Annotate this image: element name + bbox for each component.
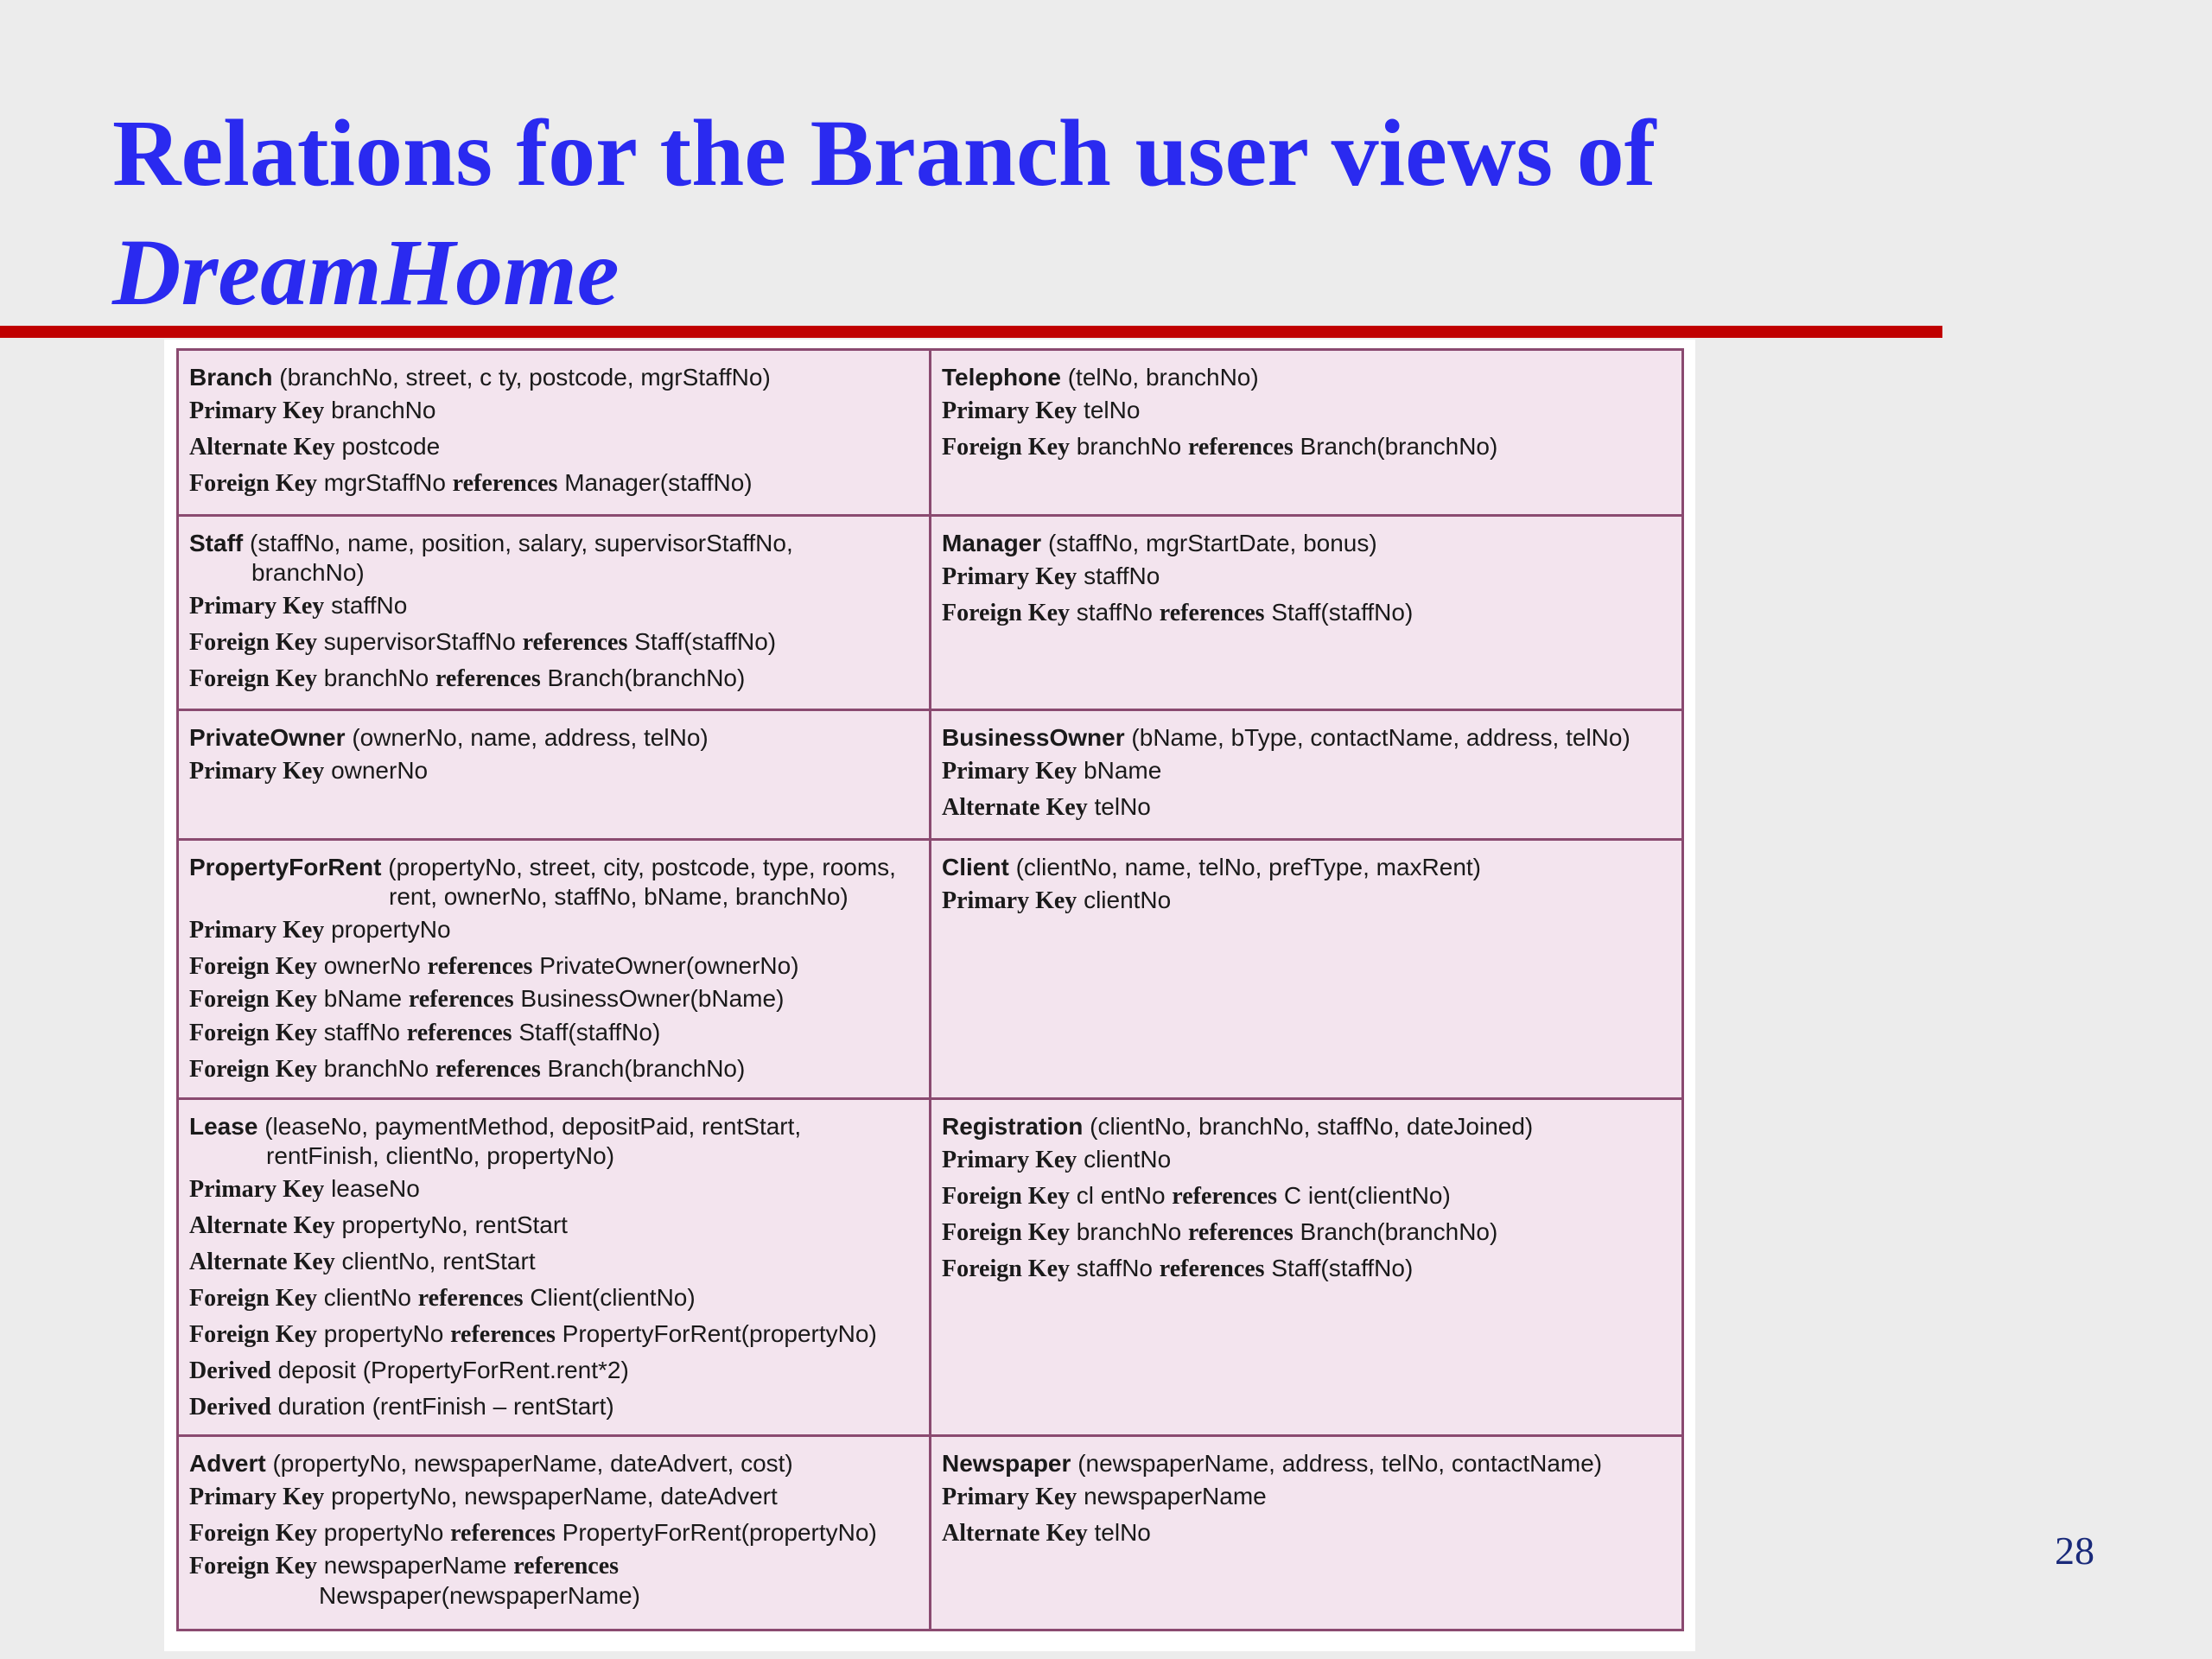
references-keyword: references <box>452 470 558 497</box>
references-keyword: references <box>435 1056 541 1083</box>
primary-key-line <box>942 558 1671 594</box>
relation-header <box>189 853 918 882</box>
relation-header <box>189 1449 918 1478</box>
relations-panel <box>164 340 1695 1651</box>
key-value: staffNo <box>1076 1255 1153 1281</box>
relation-header <box>942 853 1671 882</box>
table-row <box>178 1099 1683 1436</box>
references-keyword: references <box>1159 600 1265 626</box>
primary-key-line <box>189 753 918 789</box>
key-value: newspaperName <box>1084 1483 1267 1510</box>
key-value: clientNo <box>1084 887 1172 913</box>
reference-target: C ient(clientNo) <box>1283 1182 1451 1209</box>
relation-cell-branch <box>178 350 931 516</box>
reference-target: Staff(staffNo) <box>1271 599 1414 626</box>
relation-header <box>942 1112 1671 1141</box>
key-value: propertyNo <box>323 1519 444 1546</box>
relation-name: Advert <box>189 1450 266 1477</box>
relation-name: Staff <box>189 530 244 556</box>
relation-header <box>189 723 918 753</box>
derived-value: duration (rentFinish – rentStart) <box>277 1393 614 1420</box>
foreign-key-line <box>942 594 1671 631</box>
foreign-key-line <box>942 1214 1671 1250</box>
relations-table <box>176 348 1684 1631</box>
key-value: propertyNo, newspaperName, dateAdvert <box>331 1483 778 1510</box>
references-keyword: references <box>522 629 628 656</box>
relation-name: Lease <box>189 1113 258 1140</box>
keyword: Primary Key <box>942 1147 1077 1173</box>
primary-key-line <box>942 753 1671 789</box>
slide-title-line2: DreamHome <box>112 219 620 325</box>
key-value: newspaperName <box>323 1552 507 1579</box>
relation-name: Newspaper <box>942 1450 1071 1477</box>
key-value: telNo <box>1094 793 1151 820</box>
relation-attributes: (staffNo, name, position, salary, supervisorStaffNo, <box>250 530 793 556</box>
references-keyword: references <box>408 986 514 1013</box>
derived-value: deposit (PropertyForRent.rent*2) <box>277 1357 629 1383</box>
key-value: staffNo <box>1084 563 1160 589</box>
table-row <box>178 350 1683 516</box>
keyword: Foreign Key <box>189 629 318 656</box>
key-value: clientNo, rentStart <box>341 1248 536 1274</box>
reference-target: PropertyForRent(propertyNo) <box>562 1320 877 1347</box>
keyword: Primary Key <box>942 758 1077 785</box>
reference-target: Staff(staffNo) <box>1271 1255 1414 1281</box>
relation-cell-registration <box>931 1099 1683 1436</box>
foreign-key-line <box>189 1316 918 1352</box>
table-row <box>178 710 1683 840</box>
key-value: clientNo <box>323 1284 411 1311</box>
primary-key-line <box>942 1478 1671 1515</box>
foreign-key-line <box>189 1515 918 1551</box>
key-value: propertyNo <box>323 1320 444 1347</box>
keyword: Primary Key <box>189 917 325 944</box>
relation-cell-telephone <box>931 350 1683 516</box>
primary-key-line <box>942 392 1671 429</box>
reference-target: Staff(staffNo) <box>518 1019 661 1046</box>
table-row <box>178 840 1683 1099</box>
relation-header <box>189 529 918 558</box>
relation-name: Client <box>942 854 1009 880</box>
reference-target: Manager(staffNo) <box>564 469 753 496</box>
relation-name: Manager <box>942 530 1042 556</box>
key-value: branchNo <box>331 397 436 423</box>
reference-target: Client(clientNo) <box>530 1284 696 1311</box>
keyword: Foreign Key <box>189 1321 318 1348</box>
key-value: staffNo <box>331 592 408 619</box>
relation-header <box>942 363 1671 392</box>
keyword: Primary Key <box>942 887 1077 914</box>
table-row <box>178 1436 1683 1630</box>
references-keyword: references <box>417 1285 524 1312</box>
keyword: Foreign Key <box>942 1255 1071 1282</box>
key-value: telNo <box>1094 1519 1151 1546</box>
key-value: ownerNo <box>331 757 429 784</box>
relation-attributes: (newspaperName, address, telNo, contactName) <box>1077 1450 1603 1477</box>
relation-name: Branch <box>189 364 273 391</box>
keyword: Foreign Key <box>189 986 318 1013</box>
primary-key-line <box>189 588 918 624</box>
relation-attributes-continued: rent, ownerNo, staffNo, bName, branchNo) <box>389 883 849 910</box>
key-value: propertyNo, rentStart <box>341 1211 568 1238</box>
relation-cell-newspaper <box>931 1436 1683 1630</box>
relation-attributes: (telNo, branchNo) <box>1067 364 1259 391</box>
alternate-key-line <box>942 789 1671 825</box>
relation-attributes: (branchNo, street, c ty, postcode, mgrStaffNo) <box>279 364 771 391</box>
key-value: staffNo <box>323 1019 400 1046</box>
keyword: Foreign Key <box>189 470 318 497</box>
foreign-key-line <box>189 948 918 984</box>
relation-attributes-continued: branchNo) <box>251 559 365 586</box>
alternate-key-line <box>189 1243 918 1280</box>
foreign-key-line <box>189 465 918 501</box>
key-value: leaseNo <box>331 1175 420 1202</box>
reference-target: Branch(branchNo) <box>1300 1218 1498 1245</box>
slide-title-line1: Relations for the Branch user views of <box>112 100 1656 206</box>
primary-key-line <box>189 1171 918 1207</box>
key-value: supervisorStaffNo <box>323 628 516 655</box>
references-keyword: references <box>427 953 533 980</box>
relation-header <box>942 723 1671 753</box>
key-value: bName <box>323 985 403 1012</box>
references-keyword: references <box>1159 1255 1265 1282</box>
relation-attributes: (ownerNo, name, address, telNo) <box>352 724 709 751</box>
keyword: Alternate Key <box>942 1520 1088 1547</box>
reference-target: Branch(branchNo) <box>1300 433 1498 460</box>
foreign-key-line <box>942 429 1671 465</box>
keyword: Alternate Key <box>189 1212 335 1239</box>
keyword: Foreign Key <box>942 600 1071 626</box>
foreign-key-line <box>189 1051 918 1087</box>
relation-attributes: (propertyNo, street, city, postcode, type, rooms, <box>388 854 896 880</box>
relation-cell-advert <box>178 1436 931 1630</box>
alternate-key-line <box>189 429 918 465</box>
keyword: Foreign Key <box>189 1553 318 1580</box>
keyword: Derived <box>189 1394 271 1421</box>
reference-target: Newspaper(newspaperName) <box>319 1582 640 1609</box>
references-keyword: references <box>513 1553 620 1580</box>
slide-title <box>112 93 1656 332</box>
keyword: Primary Key <box>942 563 1077 590</box>
foreign-key-line <box>189 624 918 660</box>
references-keyword: references <box>1187 1219 1294 1246</box>
relation-attributes: (leaseNo, paymentMethod, depositPaid, rentStart, <box>264 1113 802 1140</box>
key-value: branchNo <box>323 1055 429 1082</box>
reference-target: PrivateOwner(ownerNo) <box>539 952 799 979</box>
keyword: Foreign Key <box>189 1020 318 1046</box>
keyword: Foreign Key <box>189 1520 318 1547</box>
keyword: Alternate Key <box>189 434 335 461</box>
relation-attributes: (bName, bType, contactName, address, telNo) <box>1131 724 1630 751</box>
keyword: Primary Key <box>942 397 1077 424</box>
relation-cell-lease <box>178 1099 931 1436</box>
foreign-key-line <box>189 660 918 696</box>
keyword: Primary Key <box>189 593 325 620</box>
relation-attributes: (propertyNo, newspaperName, dateAdvert, cost) <box>272 1450 793 1477</box>
keyword: Foreign Key <box>189 953 318 980</box>
references-keyword: references <box>406 1020 512 1046</box>
relation-cell-staff <box>178 516 931 710</box>
keyword: Foreign Key <box>189 1056 318 1083</box>
keyword: Derived <box>189 1357 271 1384</box>
alternate-key-line <box>189 1207 918 1243</box>
foreign-key-line <box>189 1014 918 1051</box>
relation-name: Registration <box>942 1113 1084 1140</box>
key-value: staffNo <box>1076 599 1153 626</box>
key-value: telNo <box>1084 397 1141 423</box>
keyword: Primary Key <box>189 1176 325 1203</box>
key-value: mgrStaffNo <box>323 469 446 496</box>
keyword: Foreign Key <box>942 1183 1071 1210</box>
foreign-key-line <box>189 1280 918 1316</box>
relation-header <box>942 529 1671 558</box>
keyword: Alternate Key <box>942 794 1088 821</box>
foreign-key-line <box>189 984 918 1014</box>
relation-attributes-continued: rentFinish, clientNo, propertyNo) <box>266 1142 615 1169</box>
keyword: Primary Key <box>189 758 325 785</box>
relation-cell-privateowner <box>178 710 931 840</box>
reference-target: Staff(staffNo) <box>634 628 777 655</box>
keyword: Primary Key <box>189 397 325 424</box>
keyword: Primary Key <box>189 1484 325 1510</box>
keyword: Foreign Key <box>189 1285 318 1312</box>
relation-attributes: (clientNo, branchNo, staffNo, dateJoined) <box>1090 1113 1534 1140</box>
keyword: Alternate Key <box>189 1249 335 1275</box>
alternate-key-line <box>942 1515 1671 1551</box>
relation-header <box>942 1449 1671 1478</box>
relation-header <box>189 363 918 392</box>
key-value: cl entNo <box>1076 1182 1166 1209</box>
key-value: branchNo <box>1076 1218 1182 1245</box>
reference-target: Branch(branchNo) <box>547 1055 746 1082</box>
key-value: postcode <box>341 433 441 460</box>
foreign-key-line <box>942 1250 1671 1287</box>
key-value: bName <box>1084 757 1162 784</box>
relation-cell-propertyforrent <box>178 840 931 1099</box>
references-keyword: references <box>435 665 541 692</box>
key-value: clientNo <box>1084 1146 1172 1173</box>
keyword: Foreign Key <box>189 665 318 692</box>
relation-attributes: (clientNo, name, telNo, prefType, maxRent) <box>1015 854 1482 880</box>
relation-name: BusinessOwner <box>942 724 1125 751</box>
relation-attributes: (staffNo, mgrStartDate, bonus) <box>1047 530 1377 556</box>
relation-cell-businessowner <box>931 710 1683 840</box>
primary-key-line <box>942 1141 1671 1178</box>
primary-key-line <box>942 882 1671 918</box>
derived-line <box>189 1352 918 1389</box>
page-number: 28 <box>2055 1529 2094 1573</box>
foreign-key-line <box>189 1551 918 1581</box>
relation-cell-client <box>931 840 1683 1099</box>
references-keyword: references <box>1187 434 1294 461</box>
table-row <box>178 516 1683 710</box>
references-keyword: references <box>450 1321 556 1348</box>
keyword: Primary Key <box>942 1484 1077 1510</box>
key-value: branchNo <box>323 664 429 691</box>
foreign-key-line <box>942 1178 1671 1214</box>
reference-target: Branch(branchNo) <box>547 664 746 691</box>
relation-name: Telephone <box>942 364 1061 391</box>
key-value: branchNo <box>1076 433 1182 460</box>
primary-key-line <box>189 1478 918 1515</box>
key-value: ownerNo <box>323 952 421 979</box>
relation-name: PropertyForRent <box>189 854 382 880</box>
derived-line <box>189 1389 918 1425</box>
keyword: Foreign Key <box>942 1219 1071 1246</box>
relation-name: PrivateOwner <box>189 724 346 751</box>
relation-header <box>189 1112 918 1141</box>
keyword: Foreign Key <box>942 434 1071 461</box>
relation-cell-manager <box>931 516 1683 710</box>
primary-key-line <box>189 392 918 429</box>
references-keyword: references <box>1172 1183 1278 1210</box>
primary-key-line <box>189 912 918 948</box>
reference-target: BusinessOwner(bName) <box>520 985 785 1012</box>
key-value: propertyNo <box>331 916 451 943</box>
title-divider <box>0 326 1942 338</box>
reference-target: PropertyForRent(propertyNo) <box>562 1519 877 1546</box>
references-keyword: references <box>450 1520 556 1547</box>
